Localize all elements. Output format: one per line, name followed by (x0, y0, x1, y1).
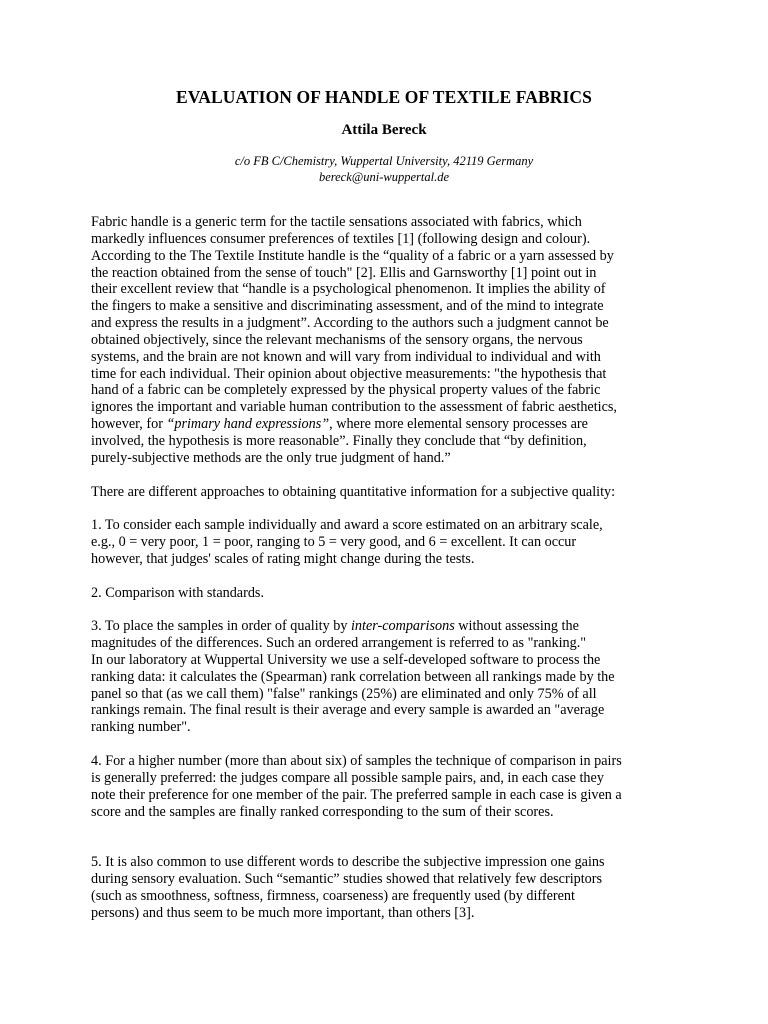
text-line: magnitudes of the differences. Such an ordered arrangement is referred to as "ranking." (91, 635, 587, 652)
text-line: involved, the hypothesis is more reasonable”. Finally they conclude that “by definition, (91, 432, 587, 449)
paper-author: Attila Bereck (341, 122, 427, 138)
text-line: and express the results in a judgment”. According to the authors such a judgment cannot be (91, 315, 609, 332)
text-line: ranking number". (91, 719, 191, 736)
text-line: Fabric handle is a generic term for the tactile sensations associated with fabrics, which (91, 214, 582, 230)
text-line: 4. For a higher number (more than about six) of samples the technique of comparison in pairs (91, 753, 622, 769)
text-line: hand of a fabric can be completely expressed by the physical property values of the fabric (91, 382, 601, 399)
text-line: markedly influences consumer preferences of textiles [1] (following design and colour). (91, 230, 591, 247)
approach-item-3 (91, 618, 676, 736)
text-line (91, 416, 676, 433)
text-line: systems, and the brain are not known and will vary from individual to individual and with (91, 348, 601, 365)
text-segment: 3. To place the samples in order of quality by (91, 618, 351, 635)
text-line: however, that judges' scales of rating might change during the tests. (91, 550, 475, 567)
text-line: the reaction obtained from the sense of touch" [2]. Ellis and Garnsworthy [1] point out in (91, 264, 597, 281)
text-line: In our laboratory at Wuppertal University we use a self-developed software to process the (91, 651, 601, 668)
text-line: rankings remain. The final result is their average and every sample is awarded an "average (91, 702, 605, 719)
text-line: There are different approaches to obtaining quantitative information for a subjective quality: (91, 483, 616, 500)
text-segment: without assessing the (454, 618, 579, 635)
text-line: time for each individual. Their opinion about objective measurements: "the hypothesis that (91, 365, 607, 382)
text-line: ignores the important and variable human contribution to the assessment of fabric aesthetics, (91, 399, 617, 416)
text-line: According to the The Textile Institute handle is the “quality of a fabric or a yarn assessed by (91, 247, 614, 264)
text-line: score and the samples are finally ranked corresponding to the sum of their scores. (91, 803, 554, 820)
approach-item-4 (91, 753, 676, 820)
paper-body (91, 214, 676, 938)
text-line: panel so that (as we call them) "false" rankings (25%) are eliminated and only 75% of all (91, 685, 597, 702)
text-segment: however, for (91, 416, 167, 433)
text-line: note their preference for one member of the pair. The preferred sample in each case is given a (91, 786, 622, 803)
text-line: is generally preferred: the judges compare all possible sample pairs, and, in each case they (91, 769, 604, 786)
text-line: (such as smoothness, softness, firmness, coarseness) are frequently used (by different (91, 887, 575, 904)
approach-item-5 (91, 854, 676, 921)
author-affiliation: c/o FB C/Chemistry, Wuppertal University, 42119 Germany (234, 154, 534, 168)
text-line: during sensory evaluation. Such “semantic” studies showed that relatively few descriptors (91, 870, 603, 887)
text-line: the fingers to make a sensitive and discriminating assessment, and of the mind to integrate (91, 298, 604, 315)
paper-title: EVALUATION OF HANDLE OF TEXTILE FABRICS (175, 87, 593, 107)
text-line: persons) and thus seem to be much more important, than others [3]. (91, 904, 475, 921)
italic-phrase: “primary hand expressions”, (166, 416, 333, 433)
text-line (91, 618, 676, 635)
text-line: their excellent review that “handle is a psychological phenomenon. It implies the ability of (91, 281, 606, 298)
author-email: bereck@uni-wuppertal.de (318, 170, 450, 184)
approaches-intro (91, 484, 676, 501)
text-line: 5. It is also common to use different words to describe the subjective impression one gains (91, 854, 605, 871)
text-line: 2. Comparison with standards. (91, 584, 264, 601)
text-line: e.g., 0 = very poor, 1 = poor, ranging to 5 = very good, and 6 = excellent. It can occur (91, 534, 577, 551)
text-segment: where more elemental sensory processes are (332, 416, 588, 433)
approach-item-1 (91, 517, 676, 568)
text-line: purely-subjective methods are the only true judgment of hand.” (91, 449, 451, 466)
text-line: ranking data: it calculates the (Spearman) rank correlation between all rankings made by the (91, 668, 615, 685)
approach-item-2 (91, 585, 676, 602)
text-line: obtained objectively, since the relevant mechanisms of the sensory organs, the nervous (91, 331, 583, 348)
intro-paragraph (91, 214, 676, 467)
text-line: 1. To consider each sample individually and award a score estimated on an arbitrary scale, (91, 517, 603, 534)
italic-phrase: inter-comparisons (350, 618, 455, 635)
